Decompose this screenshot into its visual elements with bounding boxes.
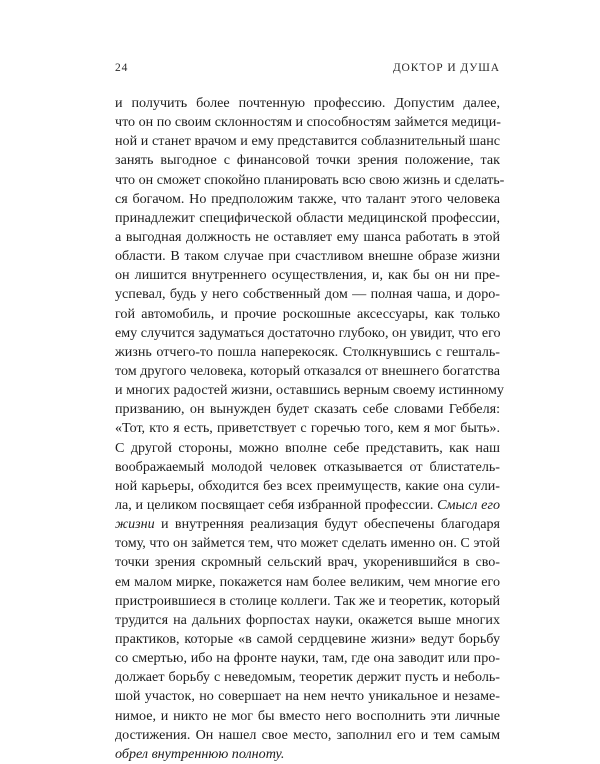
text-segment: достижения. Он нашел свое место, заполнил его и тем самым (115, 726, 500, 743)
text-segment: ной карьеры, обходится без всех преимуществ, какие она сули- (115, 477, 500, 494)
text-line (115, 573, 500, 592)
text-segment: С другой стороны, можно вполне себе представить, как наш (115, 439, 500, 456)
text-segment: призванию, он вынужден будет сказать себе словами Геббеля: (115, 401, 500, 418)
text-segment: ся богачом. Но предположим также, что талант этого человека (115, 190, 500, 207)
text-segment: воображаемый молодой человек отказывается от блистатель- (115, 458, 500, 475)
text-line (115, 266, 500, 285)
text-segment: и внутренняя реализация будут обеспечены благодаря (154, 516, 500, 533)
text-segment: ла, и целиком посвящает себя избранной профессии. (115, 496, 438, 513)
text-segment: а выгодная должность не оставляет ему шанса работать в этой (115, 228, 500, 245)
text-line (115, 285, 500, 304)
text-line (115, 419, 500, 438)
text-segment: трудится на дальних форпостах науки, окажется выше многих (115, 611, 500, 628)
text-line (115, 707, 500, 726)
text-segment: нимое, и никто не мог бы вместо него восполнить эти личные (115, 707, 500, 724)
text-segment: успевал, будь у него собственный дом — полная чаша, и доро- (115, 286, 500, 303)
text-line (115, 381, 504, 400)
text-segment: занять выгодное с финансовой точки зрения положение, так (115, 152, 500, 169)
text-line (115, 687, 500, 706)
text-line (115, 668, 500, 687)
text-segment: он лишится внутреннего осуществления, и, как бы он ни пре- (115, 267, 500, 284)
text-line (115, 171, 505, 190)
text-line (115, 534, 500, 553)
text-segment: что он сможет спокойно планировать всю свою жизнь и сделать- (115, 171, 505, 188)
text-line (115, 630, 500, 649)
text-line (115, 362, 500, 381)
text-line (115, 190, 500, 209)
emphasized-text: обрел внутреннюю полноту. (115, 745, 285, 762)
text-line (115, 247, 500, 266)
text-segment: практиков, которые «в самой сердцевине жизни» ведут борьбу (115, 630, 500, 647)
text-segment: принадлежит специфической области медицинской профессии, (115, 209, 500, 226)
text-segment: точки зрения скромный сельский врач, укоренившийся в сво- (115, 554, 500, 571)
text-segment: и получить более почтенную профессию. Допустим далее, (115, 95, 500, 111)
text-segment: ему случится задуматься достаточно глубоко, он увидит, что его (115, 324, 501, 341)
text-line (115, 343, 500, 362)
text-line (115, 611, 500, 630)
text-line (115, 515, 500, 534)
text-segment: тому, что он займется тем, что может сделать именно он. С этой (115, 535, 500, 552)
text-segment: шой участок, но совершает на нем нечто уникальное и незаме- (115, 688, 500, 705)
text-segment: со смертью, ибо на фронте науки, там, где она заводит или про- (115, 650, 500, 667)
emphasized-text: жизни (115, 516, 155, 533)
text-line (115, 209, 500, 228)
text-segment: должает борьбу с неведомым, теоретик держит пусть и неболь- (115, 669, 500, 686)
text-segment: «Тот, кто я есть, приветствует с горечью того, кем я мог быть». (115, 420, 500, 437)
text-segment: области. В таком случае при счастливом внешне образе жизни (115, 248, 500, 265)
text-segment: и многих радостей жизни, оставшись верным своему истинному (115, 382, 504, 399)
text-line (115, 496, 500, 515)
text-segment: жизнь отчего-то пошла наперекосяк. Столкнувшись с гешталь- (115, 343, 500, 360)
text-line (115, 400, 500, 419)
text-line (115, 458, 500, 477)
text-line (115, 439, 500, 458)
text-line (115, 132, 500, 151)
text-segment: гой автомобиль, и прочие роскошные аксессуары, как только (115, 305, 500, 322)
text-line (115, 726, 500, 745)
text-line (115, 228, 500, 247)
text-segment: ной и станет врачом и ему представится соблазнительный шанс (115, 133, 500, 150)
text-line (115, 649, 500, 668)
text-line (115, 477, 500, 496)
page-number: 24 (115, 62, 129, 74)
text-line (115, 151, 500, 170)
running-title: ДОКТОР И ДУША (392, 62, 500, 74)
text-segment: пристроившиеся в столице коллеги. Так же и теоретик, который (115, 592, 500, 609)
text-line (115, 592, 500, 611)
text-segment: что он по своим склонностям и способностям займется медици- (115, 114, 501, 131)
text-segment: том другого человека, который отказался от внешнего богатства (115, 362, 500, 379)
emphasized-text: Смысл его (437, 496, 500, 513)
text-segment: ем малом мирке, покажется нам более великим, чем многие его (115, 573, 500, 590)
text-line (115, 553, 500, 572)
text-line (115, 94, 500, 113)
text-line (115, 324, 500, 343)
text-line (115, 745, 500, 764)
text-line (115, 113, 500, 132)
text-line (115, 305, 500, 324)
body-text (115, 94, 505, 764)
